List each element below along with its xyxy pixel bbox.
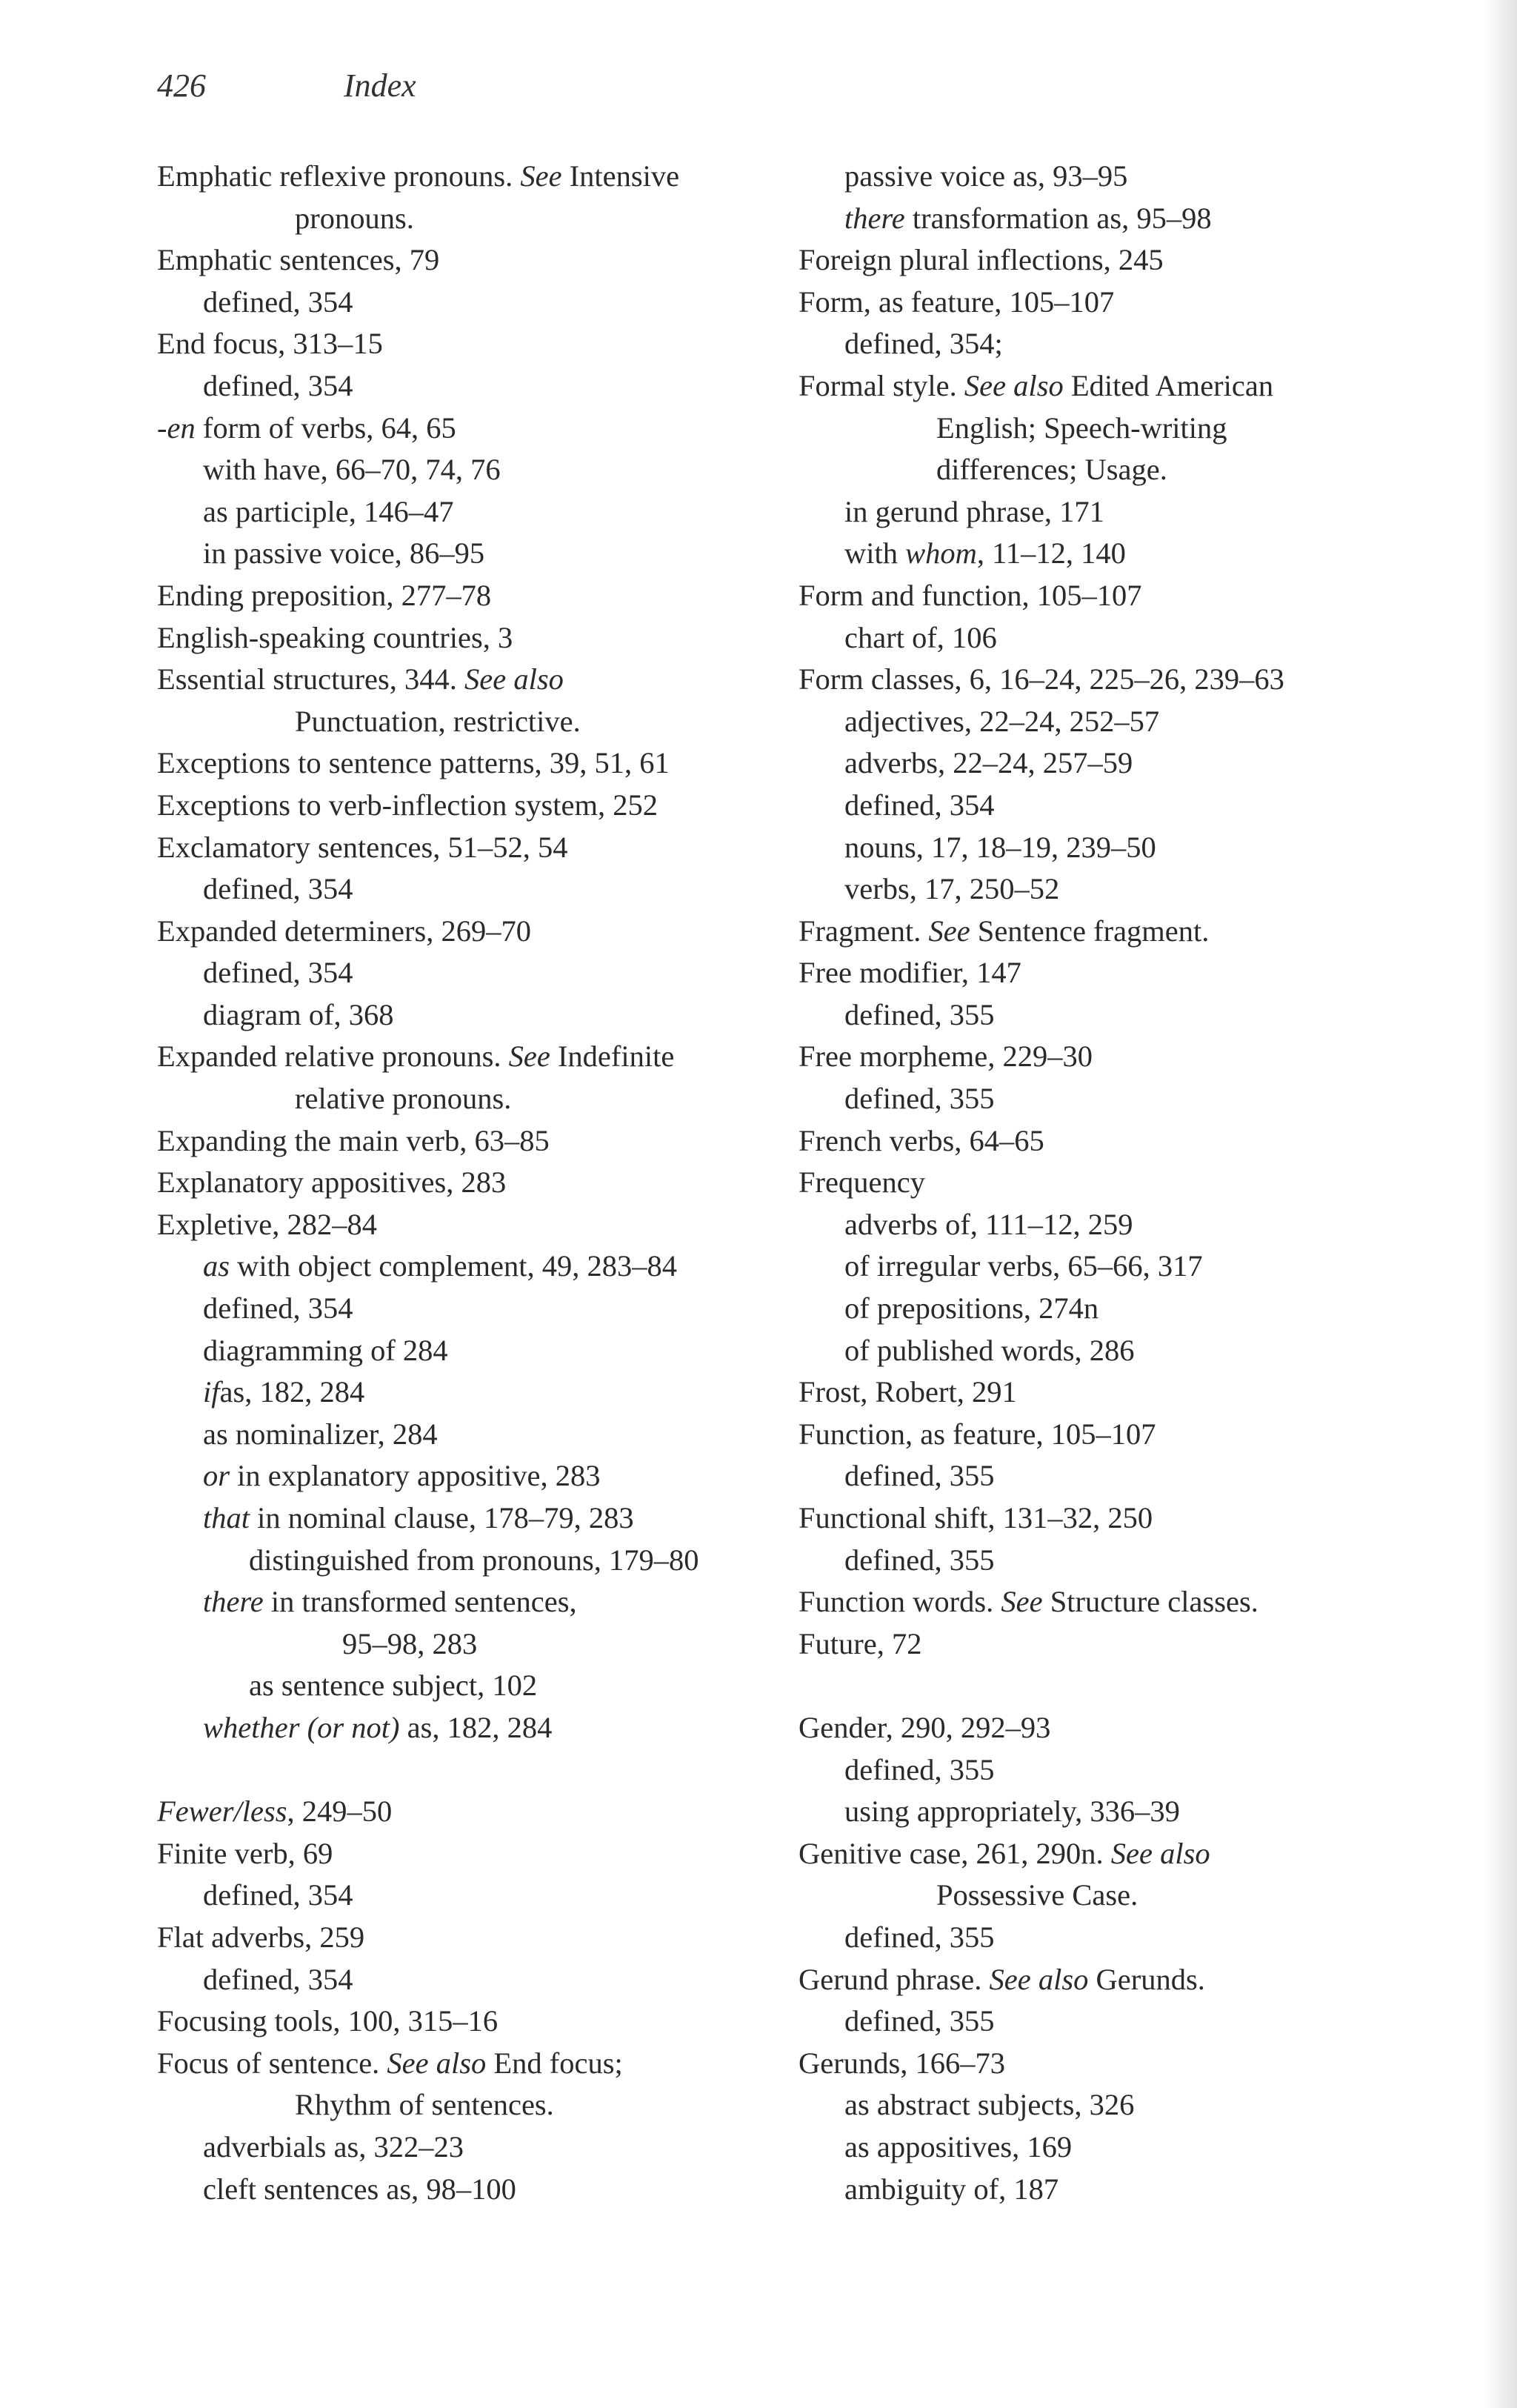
entry-text: defined, 354: [203, 872, 353, 906]
index-entry: [157, 1791, 809, 1833]
index-entry: [798, 1162, 1465, 1204]
index-subentry: [157, 1288, 809, 1330]
cross-reference-label: See: [520, 159, 562, 193]
index-entry: [798, 365, 1465, 408]
entry-text: defined, 354: [203, 285, 353, 319]
index-subentry: [798, 1204, 1465, 1246]
entry-text: Frequency: [798, 1165, 925, 1200]
index-subentry: [157, 994, 809, 1037]
entry-text: Expanded relative pronouns.: [157, 1040, 509, 1074]
index-subentry: [157, 2084, 809, 2126]
index-subentry: [157, 1497, 809, 1540]
entry-text: adverbs of, 111–12, 259: [844, 1207, 1133, 1241]
index-subentry: [157, 1623, 809, 1666]
entry-italic-term: or: [203, 1459, 230, 1493]
entry-text: Form, as feature, 105–107: [798, 285, 1115, 319]
cross-reference-label: See also: [1110, 1836, 1210, 1870]
index-column-right: [798, 156, 1465, 2210]
index-subentry: [798, 408, 1465, 450]
entry-text: defined, 355: [844, 1082, 995, 1116]
entry-text: in transformed sentences,: [263, 1585, 577, 1619]
index-subentry: [157, 1540, 809, 1582]
index-entry: [798, 282, 1465, 324]
entry-text: as, 182, 284: [219, 1375, 365, 1409]
entry-italic-term: if: [203, 1375, 220, 1409]
entry-text: in explanatory appositive, 283: [230, 1459, 601, 1493]
entry-text: Exceptions to verb-inflection system, 252: [157, 788, 658, 822]
index-subentry: [157, 533, 809, 575]
entry-text: cleft sentences as, 98–100: [203, 2172, 516, 2206]
index-subentry: [157, 365, 809, 408]
entry-text: Genitive case, 261, 290n.: [798, 1836, 1111, 1870]
entry-text: as participle, 146–47: [203, 494, 454, 528]
index-entry: [157, 408, 809, 450]
index-entry: [798, 659, 1465, 701]
entry-text: nouns, 17, 18–19, 239–50: [844, 830, 1156, 864]
index-entry: [157, 659, 809, 701]
entry-text: Gender, 290, 292–93: [798, 1710, 1051, 1744]
section-title: Index: [344, 67, 416, 104]
entry-text: of prepositions, 274n: [844, 1291, 1099, 1326]
entry-text: pronouns.: [295, 201, 414, 235]
index-subentry: [798, 1455, 1465, 1497]
entry-text: defined, 355: [844, 997, 995, 1031]
entry-text: Ending preposition, 277–78: [157, 578, 492, 612]
entry-text: form of verbs, 64, 65: [195, 410, 456, 445]
index-subentry: [157, 198, 809, 240]
index-subentry: [798, 1749, 1465, 1792]
entry-text: Future, 72: [798, 1626, 922, 1660]
index-entry: [157, 1036, 809, 1078]
entry-text: relative pronouns.: [295, 1082, 512, 1116]
index-entry: [798, 1120, 1465, 1163]
index-subentry: [798, 1917, 1465, 1959]
entry-text: as, 182, 284: [399, 1710, 553, 1744]
index-entry: [157, 911, 809, 953]
entry-text: Exclamatory sentences, 51–52, 54: [157, 830, 568, 864]
index-subentry: [157, 1330, 809, 1372]
entry-text: diagram of, 368: [203, 997, 394, 1031]
entry-text: Exceptions to sentence patterns, 39, 51, 61: [157, 746, 670, 780]
entry-text: defined, 354: [203, 368, 353, 402]
index-entry: [157, 2043, 809, 2085]
entry-text: defined, 355: [844, 1752, 995, 1786]
index-entry: [157, 827, 809, 869]
entry-italic-term: as: [203, 1249, 230, 1283]
entry-text: ambiguity of, 187: [844, 2172, 1059, 2206]
page-edge-shadow: [1484, 0, 1517, 2408]
index-subentry: [798, 701, 1465, 743]
index-entry: [798, 1414, 1465, 1456]
entry-text: Function words.: [798, 1585, 1001, 1619]
index-subentry: [798, 742, 1465, 785]
index-entry: [157, 2000, 809, 2043]
entry-text: Possessive Case.: [936, 1878, 1138, 1912]
entry-text: in passive voice, 86–95: [203, 536, 485, 571]
entry-text: as nominalizer, 284: [203, 1417, 438, 1451]
entry-text: English-speaking countries, 3: [157, 620, 513, 654]
index-subentry: [798, 491, 1465, 533]
index-entry: [798, 1497, 1465, 1540]
entry-text: differences; Usage.: [936, 453, 1167, 487]
entry-text: Essential structures, 344.: [157, 662, 465, 696]
entry-text: transformation as, 95–98: [904, 201, 1212, 235]
index-subentry: [798, 1791, 1465, 1833]
index-subentry: [798, 1330, 1465, 1372]
cross-reference-label: See also: [989, 1962, 1089, 1996]
index-entry: [798, 239, 1465, 282]
entry-text-continued: Edited American: [1063, 368, 1274, 402]
index-entry: [157, 1120, 809, 1163]
entry-text: Foreign plural inflections, 245: [798, 243, 1164, 277]
entry-italic-term: whom: [905, 536, 977, 571]
index-subentry: [798, 1540, 1465, 1582]
entry-text: as abstract subjects, 326: [844, 2088, 1135, 2122]
index-entry: [798, 1581, 1465, 1623]
entry-text: chart of, 106: [844, 620, 997, 654]
entry-text: in gerund phrase, 171: [844, 494, 1104, 528]
index-entry: [157, 1833, 809, 1875]
entry-italic-term: -en: [157, 410, 196, 445]
entry-text: French verbs, 64–65: [798, 1123, 1044, 1157]
entry-text: defined, 355: [844, 1920, 995, 1954]
running-head: [157, 67, 416, 104]
index-subentry: [798, 994, 1465, 1037]
entry-text-continued: End focus;: [486, 2046, 623, 2080]
entry-italic-term: Fewer/less: [157, 1795, 287, 1829]
index-entry: [798, 1959, 1465, 2001]
index-subentry: [798, 785, 1465, 827]
entry-text: Expletive, 282–84: [157, 1207, 377, 1241]
entry-text: of published words, 286: [844, 1333, 1135, 1367]
index-subentry: [798, 1875, 1465, 1917]
entry-text: defined, 355: [844, 1459, 995, 1493]
index-entry: [798, 911, 1465, 953]
index-entry: [798, 1371, 1465, 1414]
index-entry: [798, 2043, 1465, 2085]
index-subentry: [157, 1665, 809, 1707]
entry-italic-term: whether (or not): [203, 1710, 400, 1744]
entry-text: Frost, Robert, 291: [798, 1375, 1017, 1409]
entry-text: adverbs, 22–24, 257–59: [844, 746, 1133, 780]
entry-text-continued: Indefinite: [550, 1040, 675, 1074]
entry-text: Functional shift, 131–32, 250: [798, 1501, 1153, 1534]
entry-italic-term: there: [203, 1585, 264, 1619]
entry-text: Expanded determiners, 269–70: [157, 914, 531, 948]
entry-text: Free modifier, 147: [798, 956, 1021, 990]
index-entry: [798, 952, 1465, 994]
cross-reference-label: See: [508, 1040, 550, 1074]
index-subentry: [798, 1078, 1465, 1120]
index-subentry: [157, 2126, 809, 2169]
index-subentry: [798, 156, 1465, 198]
entry-text: Fragment.: [798, 914, 929, 948]
index-subentry: [798, 868, 1465, 911]
entry-text: Finite verb, 69: [157, 1836, 333, 1870]
index-entry: [157, 1162, 809, 1204]
index-subentry: [157, 491, 809, 533]
index-subentry: [157, 282, 809, 324]
index-subentry: [157, 1414, 809, 1456]
entry-text: defined, 354: [203, 1962, 353, 1996]
entry-text-continued: , 11–12, 140: [976, 536, 1126, 571]
letter-section-gap: [157, 1749, 809, 1792]
index-subentry: [798, 323, 1465, 365]
entry-text: defined, 354: [203, 1878, 353, 1912]
entry-text: passive voice as, 93–95: [844, 159, 1128, 193]
index-entry: [798, 1833, 1465, 1875]
entry-text: Punctuation, restrictive.: [295, 704, 581, 738]
entry-text: Emphatic sentences, 79: [157, 243, 440, 277]
index-subentry: [798, 617, 1465, 659]
entry-text: Function, as feature, 105–107: [798, 1417, 1156, 1451]
entry-text: of irregular verbs, 65–66, 317: [844, 1249, 1203, 1283]
entry-text: Emphatic reflexive pronouns.: [157, 159, 521, 193]
entry-text: adjectives, 22–24, 252–57: [844, 704, 1160, 738]
entry-text: defined, 354: [844, 788, 995, 822]
entry-text: Flat adverbs, 259: [157, 1920, 365, 1954]
entry-text-continued: Sentence fragment.: [970, 914, 1210, 948]
entry-text: Focus of sentence.: [157, 2046, 387, 2080]
entry-text: adverbials as, 322–23: [203, 2129, 464, 2163]
entry-text: Expanding the main verb, 63–85: [157, 1123, 550, 1157]
entry-text: verbs, 17, 250–52: [844, 872, 1060, 906]
index-subentry: [798, 2000, 1465, 2043]
index-entry: [157, 1204, 809, 1246]
entry-text: with have, 66–70, 74, 76: [203, 453, 501, 487]
letter-section-gap: [798, 1665, 1465, 1707]
index-subentry: [157, 1371, 809, 1414]
index-entry: [157, 617, 809, 659]
entry-text: Gerund phrase.: [798, 1962, 990, 1996]
entry-text: defined, 355: [844, 2004, 995, 2038]
index-subentry: [157, 449, 809, 491]
index-entry: [157, 323, 809, 365]
entry-text-continued: Intensive: [561, 159, 680, 193]
index-entry: [798, 1623, 1465, 1666]
entry-text: Gerunds, 166–73: [798, 2046, 1005, 2080]
entry-text: defined, 354: [203, 956, 353, 990]
index-entry: [157, 156, 809, 198]
entry-text: as sentence subject, 102: [249, 1669, 538, 1703]
index-subentry: [798, 198, 1465, 240]
index-subentry: [798, 2126, 1465, 2169]
entry-text: Form classes, 6, 16–24, 225–26, 239–63: [798, 662, 1284, 696]
index-subentry: [157, 1875, 809, 1917]
entry-text: with object complement, 49, 283–84: [230, 1249, 678, 1283]
entry-text: , 249–50: [287, 1795, 393, 1829]
entry-text: End focus, 313–15: [157, 327, 383, 361]
entry-text: Form and function, 105–107: [798, 578, 1142, 612]
index-subentry: [798, 449, 1465, 491]
entry-italic-term: there: [844, 201, 905, 235]
index-entry: [798, 1036, 1465, 1078]
entry-text: as appositives, 169: [844, 2129, 1073, 2163]
entry-text: English; Speech-writing: [936, 410, 1227, 445]
entry-text: Explanatory appositives, 283: [157, 1165, 507, 1200]
index-column-left: [157, 156, 809, 2210]
index-subentry: [798, 533, 1465, 575]
index-subentry: [798, 1288, 1465, 1330]
entry-text: using appropriately, 336–39: [844, 1795, 1180, 1829]
index-subentry: [798, 1245, 1465, 1288]
cross-reference-label: See: [928, 914, 970, 948]
entry-text: defined, 354: [203, 1291, 353, 1326]
entry-text: Focusing tools, 100, 315–16: [157, 2004, 499, 2038]
index-subentry: [798, 2084, 1465, 2126]
entry-text: distinguished from pronouns, 179–80: [249, 1543, 699, 1577]
cross-reference-label: See also: [464, 662, 564, 696]
index-subentry: [157, 1078, 809, 1120]
entry-italic-term: that: [203, 1501, 250, 1534]
entry-text: defined, 355: [844, 1543, 995, 1577]
page-number: 426: [157, 67, 206, 104]
index-entry: [798, 1707, 1465, 1749]
index-subentry: [798, 827, 1465, 869]
entry-text-continued: Structure classes.: [1042, 1585, 1258, 1619]
index-subentry: [157, 868, 809, 911]
index-entry: [157, 742, 809, 785]
index-entry: [157, 575, 809, 617]
index-subentry: [157, 1959, 809, 2001]
index-subentry: [798, 2169, 1465, 2211]
entry-text: 95–98, 283: [342, 1626, 478, 1660]
entry-text: defined, 354;: [844, 327, 1003, 361]
cross-reference-label: See: [1001, 1585, 1043, 1619]
cross-reference-label: See also: [964, 368, 1064, 402]
cross-reference-label: See also: [387, 2046, 487, 2080]
index-subentry: [157, 1707, 809, 1749]
index-entry: [157, 785, 809, 827]
entry-text-continued: Gerunds.: [1088, 1962, 1205, 1996]
entry-text: with: [844, 536, 906, 571]
index-subentry: [157, 1245, 809, 1288]
index-subentry: [157, 1455, 809, 1497]
entry-text: diagramming of 284: [203, 1333, 448, 1367]
index-entry: [157, 239, 809, 282]
index-subentry: [157, 1581, 809, 1623]
entry-text: Rhythm of sentences.: [295, 2088, 554, 2122]
index-entry: [157, 1917, 809, 1959]
entry-text: in nominal clause, 178–79, 283: [250, 1501, 634, 1534]
index-entry: [798, 575, 1465, 617]
index-subentry: [157, 2169, 809, 2211]
index-subentry: [157, 701, 809, 743]
entry-text: Free morpheme, 229–30: [798, 1040, 1093, 1074]
entry-text: Formal style.: [798, 368, 964, 402]
index-subentry: [157, 952, 809, 994]
